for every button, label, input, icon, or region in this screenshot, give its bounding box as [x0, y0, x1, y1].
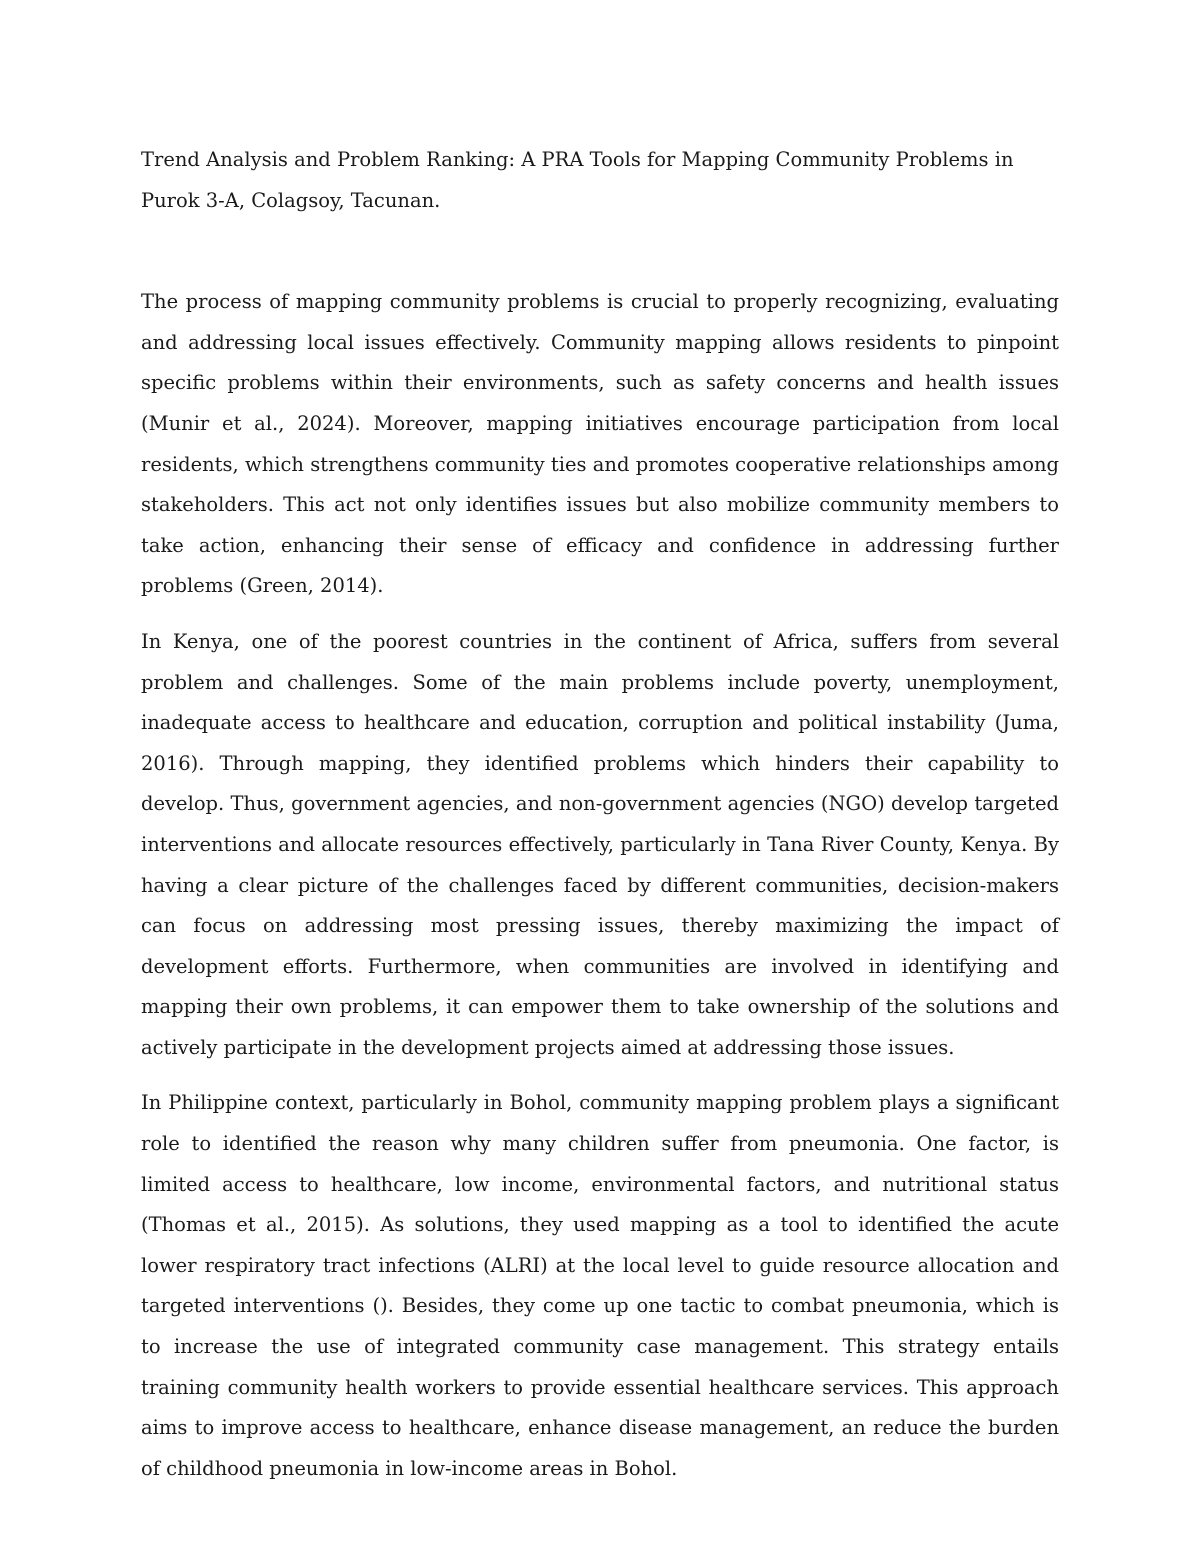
paragraph-community-mapping: The process of mapping community problems is crucial to properly recognizing, evaluating and addressing local issues effectively. Community mapping allows residents to pinpoint specific problems within their environments, such as safety concerns and health issues (Munir et al., 2024). Moreover, mapping initiatives encourage participation from local residents, which strengthens community ties and promotes cooperative relationships among stakeholders. This act not only identifies issues but also mobilize community members to take action, enhancing their sense of efficacy and confidence in addressing further problems (Green, 2014). [141, 290, 1059, 598]
paragraph-philippines: In Philippine context, particularly in Bohol, community mapping problem plays a significant role to identified the reason why many children suffer from pneumonia. One factor, is limited access to healthcare, low income, environmental factors, and nutritional status (Thomas et al., 2015). As solutions, they used mapping as a tool to identified the acute lower respiratory tract infections (ALRI) at the local level to guide resource allocation and targeted interventions (). Besides, they come up one tactic to combat pneumonia, which is to increase the use of integrated community case management. This strategy entails training community health workers to provide essential healthcare services. This approach aims to improve access to healthcare, enhance disease management, an reduce the burden of childhood pneumonia in low-income areas in Bohol. [141, 1091, 1059, 1480]
document-body [141, 140, 1059, 1504]
document-title: Trend Analysis and Problem Ranking: A PRA Tools for Mapping Community Problems in Purok 3-A, Colagsoy, Tacunan. [141, 148, 1014, 212]
paragraph-kenya: In Kenya, one of the poorest countries in the continent of Africa, suffers from several problem and challenges. Some of the main problems include poverty, unemployment, inadequate access to healthcare and education, corruption and political instability (Juma, 2016). Through mapping, they identified problems which hinders their capability to develop. Thus, government agencies, and non-government agencies (NGO) develop targeted interventions and allocate resources effectively, particularly in Tana River County, Kenya. By having a clear picture of the challenges faced by different communities, decision-makers can focus on addressing most pressing issues, thereby maximizing the impact of development efforts. Furthermore, when communities are involved in identifying and mapping their own problems, it can empower them to take ownership of the solutions and actively participate in the development projects aimed at addressing those issues. [141, 629, 1059, 1059]
